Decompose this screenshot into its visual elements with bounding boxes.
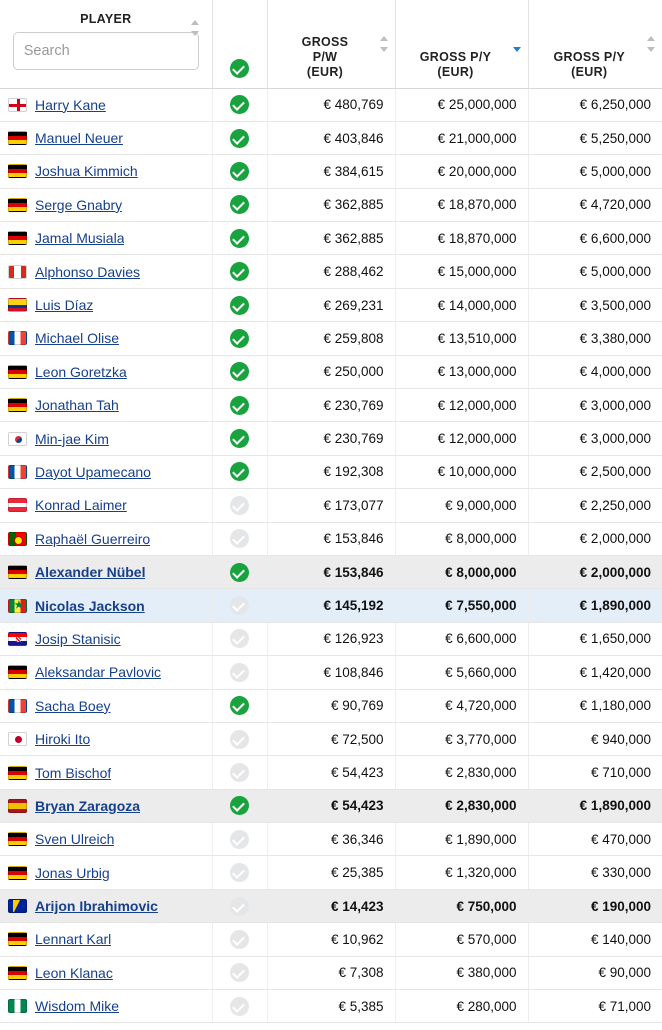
player-cell[interactable] bbox=[0, 422, 212, 455]
table-row[interactable] bbox=[0, 622, 662, 655]
flag-austria-icon bbox=[8, 498, 27, 512]
gross-pw-cell: € 259,808 bbox=[267, 322, 395, 355]
gross-py-1-cell: € 25,000,000 bbox=[395, 88, 528, 121]
gross-py-1-cell: € 3,770,000 bbox=[395, 722, 528, 755]
gross-py-2-cell: € 6,600,000 bbox=[528, 222, 662, 255]
check-circle-off-icon[interactable] bbox=[230, 997, 249, 1016]
player-name-link[interactable]: Hiroki Ito bbox=[35, 731, 91, 748]
player-cell[interactable] bbox=[0, 522, 212, 555]
table-row[interactable] bbox=[0, 823, 662, 856]
flag-germany-icon bbox=[8, 766, 27, 780]
table-row[interactable] bbox=[0, 121, 662, 154]
gross-pw-cell: € 54,423 bbox=[267, 756, 395, 789]
selected-cell[interactable] bbox=[212, 88, 267, 121]
gross-py-1-cell: € 13,510,000 bbox=[395, 322, 528, 355]
gross-py-1-cell: € 280,000 bbox=[395, 990, 528, 1023]
player-name-link[interactable]: Harry Kane bbox=[35, 96, 106, 113]
gross-py-2-cell: € 5,000,000 bbox=[528, 155, 662, 188]
flag-england-icon bbox=[8, 98, 27, 112]
check-circle-on-icon[interactable] bbox=[230, 462, 249, 481]
selected-cell[interactable] bbox=[212, 689, 267, 722]
player-cell[interactable] bbox=[0, 856, 212, 889]
gross-pw-cell: € 126,923 bbox=[267, 622, 395, 655]
search-input[interactable] bbox=[13, 32, 199, 70]
check-circle-off-icon[interactable] bbox=[230, 529, 249, 548]
check-circle-off-icon[interactable] bbox=[230, 496, 249, 515]
gross-py-2-cell: € 6,250,000 bbox=[528, 88, 662, 121]
gross-py-1-cell: € 10,000,000 bbox=[395, 455, 528, 488]
gross-py-1-cell: € 4,720,000 bbox=[395, 689, 528, 722]
check-circle-off-icon[interactable] bbox=[230, 830, 249, 849]
table-row[interactable] bbox=[0, 990, 662, 1023]
flag-nigeria-icon bbox=[8, 999, 27, 1013]
selected-cell[interactable] bbox=[212, 455, 267, 488]
gross-pw-cell: € 72,500 bbox=[267, 722, 395, 755]
gross-py-2-cell: € 190,000 bbox=[528, 889, 662, 922]
gross-py-2-cell: € 2,500,000 bbox=[528, 455, 662, 488]
flag-south-korea-icon bbox=[8, 432, 27, 446]
check-circle-on-icon[interactable] bbox=[230, 796, 249, 815]
table-row[interactable] bbox=[0, 188, 662, 221]
table-row[interactable] bbox=[0, 656, 662, 689]
selected-cell[interactable] bbox=[212, 222, 267, 255]
selected-cell[interactable] bbox=[212, 990, 267, 1023]
check-circle-on-icon[interactable] bbox=[230, 396, 249, 415]
player-name-link[interactable]: Leon Klanac bbox=[35, 964, 113, 981]
gross-py-1-cell: € 14,000,000 bbox=[395, 288, 528, 321]
check-circle-on-icon[interactable] bbox=[230, 429, 249, 448]
table-row[interactable] bbox=[0, 956, 662, 989]
player-cell[interactable] bbox=[0, 689, 212, 722]
flag-japan-icon bbox=[8, 732, 27, 746]
check-circle-off-icon[interactable] bbox=[230, 663, 249, 682]
check-circle-off-icon[interactable] bbox=[230, 897, 249, 916]
gross-pw-cell: € 480,769 bbox=[267, 88, 395, 121]
flag-france-icon bbox=[8, 465, 27, 479]
flag-bosnia-icon bbox=[8, 899, 27, 913]
flag-germany-icon bbox=[8, 665, 27, 679]
player-name-link[interactable]: Joshua Kimmich bbox=[35, 163, 138, 180]
flag-france-icon bbox=[8, 331, 27, 345]
check-circle-on-icon[interactable] bbox=[230, 696, 249, 715]
gross-py-1-cell: € 18,870,000 bbox=[395, 222, 528, 255]
selected-cell[interactable] bbox=[212, 956, 267, 989]
gross-py-2-cell: € 3,380,000 bbox=[528, 322, 662, 355]
player-cell[interactable] bbox=[0, 622, 212, 655]
player-cell[interactable] bbox=[0, 88, 212, 121]
gross-py-1-cell: € 15,000,000 bbox=[395, 255, 528, 288]
player-cell[interactable] bbox=[0, 789, 212, 822]
gross-py-2-cell: € 4,000,000 bbox=[528, 355, 662, 388]
selected-cell[interactable] bbox=[212, 856, 267, 889]
table-row[interactable] bbox=[0, 489, 662, 522]
player-cell[interactable] bbox=[0, 389, 212, 422]
flag-portugal-icon bbox=[8, 532, 27, 546]
gross-pw-cell: € 362,885 bbox=[267, 222, 395, 255]
gross-py-1-header-inner bbox=[396, 0, 528, 88]
player-cell[interactable] bbox=[0, 923, 212, 956]
table-row[interactable] bbox=[0, 222, 662, 255]
flag-colombia-icon bbox=[8, 298, 27, 312]
check-circle-on-icon[interactable] bbox=[230, 329, 249, 348]
flag-spain-icon bbox=[8, 799, 27, 813]
gross-py-2-cell: € 3,000,000 bbox=[528, 389, 662, 422]
gross-py-2-cell: € 71,000 bbox=[528, 990, 662, 1023]
selected-cell[interactable] bbox=[212, 923, 267, 956]
gross-pw-cell: € 25,385 bbox=[267, 856, 395, 889]
gross-pw-cell: € 250,000 bbox=[267, 355, 395, 388]
gross-pw-cell: € 36,346 bbox=[267, 823, 395, 856]
table-row[interactable] bbox=[0, 722, 662, 755]
player-cell[interactable] bbox=[0, 722, 212, 755]
table-row[interactable] bbox=[0, 455, 662, 488]
search-wrap bbox=[0, 26, 212, 80]
gross-pw-cell: € 153,846 bbox=[267, 555, 395, 588]
flag-croatia-icon bbox=[8, 632, 27, 646]
flag-germany-icon bbox=[8, 398, 27, 412]
selected-header-inner bbox=[213, 0, 267, 88]
player-cell[interactable] bbox=[0, 589, 212, 622]
table-row[interactable] bbox=[0, 288, 662, 321]
player-name-link[interactable]: Manuel Neuer bbox=[35, 130, 123, 147]
player-cell[interactable] bbox=[0, 656, 212, 689]
gross-py-1-cell: € 8,000,000 bbox=[395, 522, 528, 555]
player-name-link[interactable]: Nicolas Jackson bbox=[35, 597, 145, 614]
table-body bbox=[0, 88, 662, 1023]
gross-py-1-cell: € 7,550,000 bbox=[395, 589, 528, 622]
sort-arrows-player-icon[interactable] bbox=[191, 20, 200, 36]
gross-py-1-cell: € 1,320,000 bbox=[395, 856, 528, 889]
player-name-link[interactable]: Wisdom Mike bbox=[35, 998, 120, 1015]
gross-py-1-cell: € 13,000,000 bbox=[395, 355, 528, 388]
gross-py-2-cell: € 3,000,000 bbox=[528, 422, 662, 455]
gross-py-1-cell: € 750,000 bbox=[395, 889, 528, 922]
gross-pw-cell: € 7,308 bbox=[267, 956, 395, 989]
player-name-link[interactable]: Dayot Upamecano bbox=[35, 463, 151, 480]
gross-pw-line2: P/W bbox=[312, 49, 338, 64]
gross-py-1-cell: € 570,000 bbox=[395, 923, 528, 956]
check-circle-on-icon[interactable] bbox=[230, 195, 249, 214]
gross-py-2-cell: € 140,000 bbox=[528, 923, 662, 956]
column-header-gross-pw[interactable] bbox=[267, 0, 395, 88]
gross-py-1-cell: € 12,000,000 bbox=[395, 422, 528, 455]
check-circle-off-icon[interactable] bbox=[230, 730, 249, 749]
player-name-link[interactable]: Josip Stanisic bbox=[35, 630, 121, 647]
gross-pw-cell: € 173,077 bbox=[267, 489, 395, 522]
gross-pw-cell: € 90,769 bbox=[267, 689, 395, 722]
player-cell[interactable] bbox=[0, 889, 212, 922]
flag-germany-icon bbox=[8, 164, 27, 178]
gross-py-2-header-inner bbox=[529, 0, 662, 88]
table-row[interactable] bbox=[0, 155, 662, 188]
selected-cell[interactable] bbox=[212, 288, 267, 321]
gross-py-1-cell: € 12,000,000 bbox=[395, 389, 528, 422]
check-circle-off-icon[interactable] bbox=[230, 596, 249, 615]
gross-py-2-cell: € 2,000,000 bbox=[528, 522, 662, 555]
table-header bbox=[0, 0, 662, 88]
gross-py-1-cell: € 2,830,000 bbox=[395, 756, 528, 789]
sort-arrows-gross-pw-icon[interactable] bbox=[380, 36, 389, 52]
player-cell[interactable] bbox=[0, 121, 212, 154]
flag-senegal-icon bbox=[8, 599, 27, 613]
gross-pw-cell: € 230,769 bbox=[267, 422, 395, 455]
flag-germany-icon bbox=[8, 966, 27, 980]
selected-cell[interactable] bbox=[212, 389, 267, 422]
gross-py-2-cell: € 5,250,000 bbox=[528, 121, 662, 154]
gross-py-1-cell: € 2,830,000 bbox=[395, 789, 528, 822]
player-cell[interactable] bbox=[0, 555, 212, 588]
check-circle-on-icon[interactable] bbox=[230, 129, 249, 148]
selected-cell[interactable] bbox=[212, 722, 267, 755]
gross-py-1-cell: € 9,000,000 bbox=[395, 489, 528, 522]
gross-py-1-cell: € 5,660,000 bbox=[395, 656, 528, 689]
player-name-link[interactable]: Alexander Nübel bbox=[35, 564, 146, 581]
flag-germany-icon bbox=[8, 565, 27, 579]
player-name-link[interactable]: Alphonso Davies bbox=[35, 263, 141, 280]
gross-py-1-cell: € 18,870,000 bbox=[395, 188, 528, 221]
gross-py-1-cell: € 21,000,000 bbox=[395, 121, 528, 154]
flag-germany-icon bbox=[8, 131, 27, 145]
check-circle-off-icon[interactable] bbox=[230, 629, 249, 648]
player-cell[interactable] bbox=[0, 455, 212, 488]
selected-cell[interactable] bbox=[212, 656, 267, 689]
flag-germany-icon bbox=[8, 832, 27, 846]
selected-cell[interactable] bbox=[212, 789, 267, 822]
gross-py-2-cell: € 710,000 bbox=[528, 756, 662, 789]
player-name-link[interactable]: Michael Olise bbox=[35, 330, 120, 347]
gross-py-2-cell: € 2,250,000 bbox=[528, 489, 662, 522]
gross-py-1-line2: (EUR) bbox=[437, 64, 474, 79]
gross-py-2-cell: € 2,000,000 bbox=[528, 555, 662, 588]
gross-py-2-cell: € 1,890,000 bbox=[528, 589, 662, 622]
gross-py-2-cell: € 1,180,000 bbox=[528, 689, 662, 722]
gross-py-2-cell: € 1,890,000 bbox=[528, 789, 662, 822]
selected-cell[interactable] bbox=[212, 155, 267, 188]
table-row[interactable] bbox=[0, 589, 662, 622]
player-cell[interactable] bbox=[0, 489, 212, 522]
flag-germany-icon bbox=[8, 231, 27, 245]
player-name-link[interactable]: Sacha Boey bbox=[35, 697, 111, 714]
gross-pw-cell: € 5,385 bbox=[267, 990, 395, 1023]
table-row[interactable] bbox=[0, 322, 662, 355]
selected-cell[interactable] bbox=[212, 589, 267, 622]
column-header-gross-py-1[interactable] bbox=[395, 0, 528, 88]
gross-py-2-cell: € 3,500,000 bbox=[528, 288, 662, 321]
gross-pw-cell: € 14,423 bbox=[267, 889, 395, 922]
gross-pw-cell: € 192,308 bbox=[267, 455, 395, 488]
player-cell[interactable] bbox=[0, 288, 212, 321]
column-header-selected[interactable] bbox=[212, 0, 267, 88]
selected-cell[interactable] bbox=[212, 422, 267, 455]
flag-germany-icon bbox=[8, 198, 27, 212]
gross-pw-cell: € 403,846 bbox=[267, 121, 395, 154]
player-cell[interactable] bbox=[0, 355, 212, 388]
player-name-link[interactable]: Arijon Ibrahimovic bbox=[35, 898, 158, 915]
gross-py-2-cell: € 90,000 bbox=[528, 956, 662, 989]
selected-cell[interactable] bbox=[212, 121, 267, 154]
player-name-link[interactable]: Jonas Urbig bbox=[35, 864, 110, 881]
gross-py-2-cell: € 5,000,000 bbox=[528, 255, 662, 288]
table-row[interactable] bbox=[0, 522, 662, 555]
player-header-label-wrap bbox=[0, 0, 212, 26]
check-circle-on-icon[interactable] bbox=[230, 563, 249, 582]
gross-py-2-cell: € 470,000 bbox=[528, 823, 662, 856]
sort-arrow-down-active-icon[interactable] bbox=[513, 36, 522, 52]
check-circle-off-icon[interactable] bbox=[230, 930, 249, 949]
gross-pw-cell: € 269,231 bbox=[267, 288, 395, 321]
gross-py-2-cell: € 940,000 bbox=[528, 722, 662, 755]
player-cell[interactable] bbox=[0, 823, 212, 856]
player-cell[interactable] bbox=[0, 322, 212, 355]
check-circle-on-icon[interactable] bbox=[230, 296, 249, 315]
gross-py-1-cell: € 8,000,000 bbox=[395, 555, 528, 588]
player-name-link[interactable]: Luis Díaz bbox=[35, 297, 94, 314]
player-cell[interactable] bbox=[0, 255, 212, 288]
check-circle-off-icon[interactable] bbox=[230, 963, 249, 982]
gross-pw-cell: € 230,769 bbox=[267, 389, 395, 422]
check-circle-icon[interactable] bbox=[230, 59, 249, 78]
flag-germany-icon bbox=[8, 932, 27, 946]
table-row[interactable] bbox=[0, 422, 662, 455]
selected-cell[interactable] bbox=[212, 188, 267, 221]
table-row[interactable] bbox=[0, 255, 662, 288]
flag-germany-icon bbox=[8, 866, 27, 880]
player-name-link[interactable]: Jonathan Tah bbox=[35, 397, 119, 414]
column-header-player[interactable] bbox=[0, 0, 212, 88]
flag-germany-icon bbox=[8, 365, 27, 379]
selected-cell[interactable] bbox=[212, 622, 267, 655]
player-cell[interactable] bbox=[0, 222, 212, 255]
table-row[interactable] bbox=[0, 789, 662, 822]
selected-cell[interactable] bbox=[212, 522, 267, 555]
table-row[interactable] bbox=[0, 856, 662, 889]
check-circle-on-icon[interactable] bbox=[230, 362, 249, 381]
table-row[interactable] bbox=[0, 923, 662, 956]
gross-py-2-cell: € 4,720,000 bbox=[528, 188, 662, 221]
player-header-label: PLAYER bbox=[80, 12, 132, 26]
gross-pw-cell: € 362,885 bbox=[267, 188, 395, 221]
selected-cell[interactable] bbox=[212, 489, 267, 522]
player-cell[interactable] bbox=[0, 756, 212, 789]
table-row[interactable] bbox=[0, 555, 662, 588]
player-name-link[interactable]: Lennart Karl bbox=[35, 931, 112, 948]
gross-pw-line1: GROSS bbox=[301, 34, 349, 49]
gross-pw-cell: € 153,846 bbox=[267, 522, 395, 555]
gross-py-1-cell: € 6,600,000 bbox=[395, 622, 528, 655]
table-row[interactable] bbox=[0, 389, 662, 422]
gross-py-2-line2: (EUR) bbox=[571, 64, 608, 79]
selected-cell[interactable] bbox=[212, 555, 267, 588]
gross-pw-cell: € 54,423 bbox=[267, 789, 395, 822]
table-row[interactable] bbox=[0, 889, 662, 922]
player-name-link[interactable]: Bryan Zaragoza bbox=[35, 797, 141, 814]
check-circle-off-icon[interactable] bbox=[230, 763, 249, 782]
selected-cell[interactable] bbox=[212, 255, 267, 288]
player-cell[interactable] bbox=[0, 956, 212, 989]
table-row[interactable] bbox=[0, 88, 662, 121]
selected-cell[interactable] bbox=[212, 756, 267, 789]
gross-pw-line3: (EUR) bbox=[306, 64, 344, 79]
gross-pw-cell: € 145,192 bbox=[267, 589, 395, 622]
flag-canada-icon bbox=[8, 265, 27, 279]
gross-pw-cell: € 108,846 bbox=[267, 656, 395, 689]
gross-py-2-line1: GROSS P/Y bbox=[553, 49, 625, 64]
check-circle-on-icon[interactable] bbox=[230, 95, 249, 114]
selected-cell[interactable] bbox=[212, 823, 267, 856]
selected-cell[interactable] bbox=[212, 322, 267, 355]
player-cell[interactable] bbox=[0, 188, 212, 221]
gross-py-2-cell: € 1,650,000 bbox=[528, 622, 662, 655]
gross-py-2-cell: € 330,000 bbox=[528, 856, 662, 889]
gross-pw-cell: € 384,615 bbox=[267, 155, 395, 188]
check-circle-off-icon[interactable] bbox=[230, 863, 249, 882]
player-name-link[interactable]: Min-jae Kim bbox=[35, 430, 109, 447]
check-circle-on-icon[interactable] bbox=[230, 262, 249, 281]
gross-py-1-cell: € 20,000,000 bbox=[395, 155, 528, 188]
gross-pw-cell: € 10,962 bbox=[267, 923, 395, 956]
player-cell[interactable] bbox=[0, 155, 212, 188]
gross-pw-header-inner bbox=[268, 0, 395, 88]
check-circle-on-icon[interactable] bbox=[230, 229, 249, 248]
player-cell[interactable] bbox=[0, 990, 212, 1023]
gross-py-1-line1: GROSS P/Y bbox=[419, 49, 492, 64]
gross-py-1-cell: € 380,000 bbox=[395, 956, 528, 989]
player-name-link[interactable]: Serge Gnabry bbox=[35, 196, 123, 213]
player-name-link[interactable]: Aleksandar Pavlovic bbox=[35, 664, 162, 681]
flag-france-icon bbox=[8, 699, 27, 713]
table-row[interactable] bbox=[0, 689, 662, 722]
player-name-link[interactable]: Leon Goretzka bbox=[35, 363, 127, 380]
player-name-link[interactable]: Sven Ulreich bbox=[35, 831, 115, 848]
table-row[interactable] bbox=[0, 756, 662, 789]
check-circle-on-icon[interactable] bbox=[230, 162, 249, 181]
player-name-link[interactable]: Jamal Musiala bbox=[35, 230, 125, 247]
table-row[interactable] bbox=[0, 355, 662, 388]
player-name-link[interactable]: Raphaël Guerreiro bbox=[35, 530, 151, 547]
player-name-link[interactable]: Konrad Laimer bbox=[35, 497, 127, 514]
sort-arrows-gross-py-2-icon[interactable] bbox=[647, 36, 656, 52]
selected-cell[interactable] bbox=[212, 355, 267, 388]
selected-cell[interactable] bbox=[212, 889, 267, 922]
player-name-link[interactable]: Tom Bischof bbox=[35, 764, 112, 781]
gross-py-1-cell: € 1,890,000 bbox=[395, 823, 528, 856]
gross-py-2-cell: € 1,420,000 bbox=[528, 656, 662, 689]
gross-pw-cell: € 288,462 bbox=[267, 255, 395, 288]
column-header-gross-py-2[interactable] bbox=[528, 0, 662, 88]
